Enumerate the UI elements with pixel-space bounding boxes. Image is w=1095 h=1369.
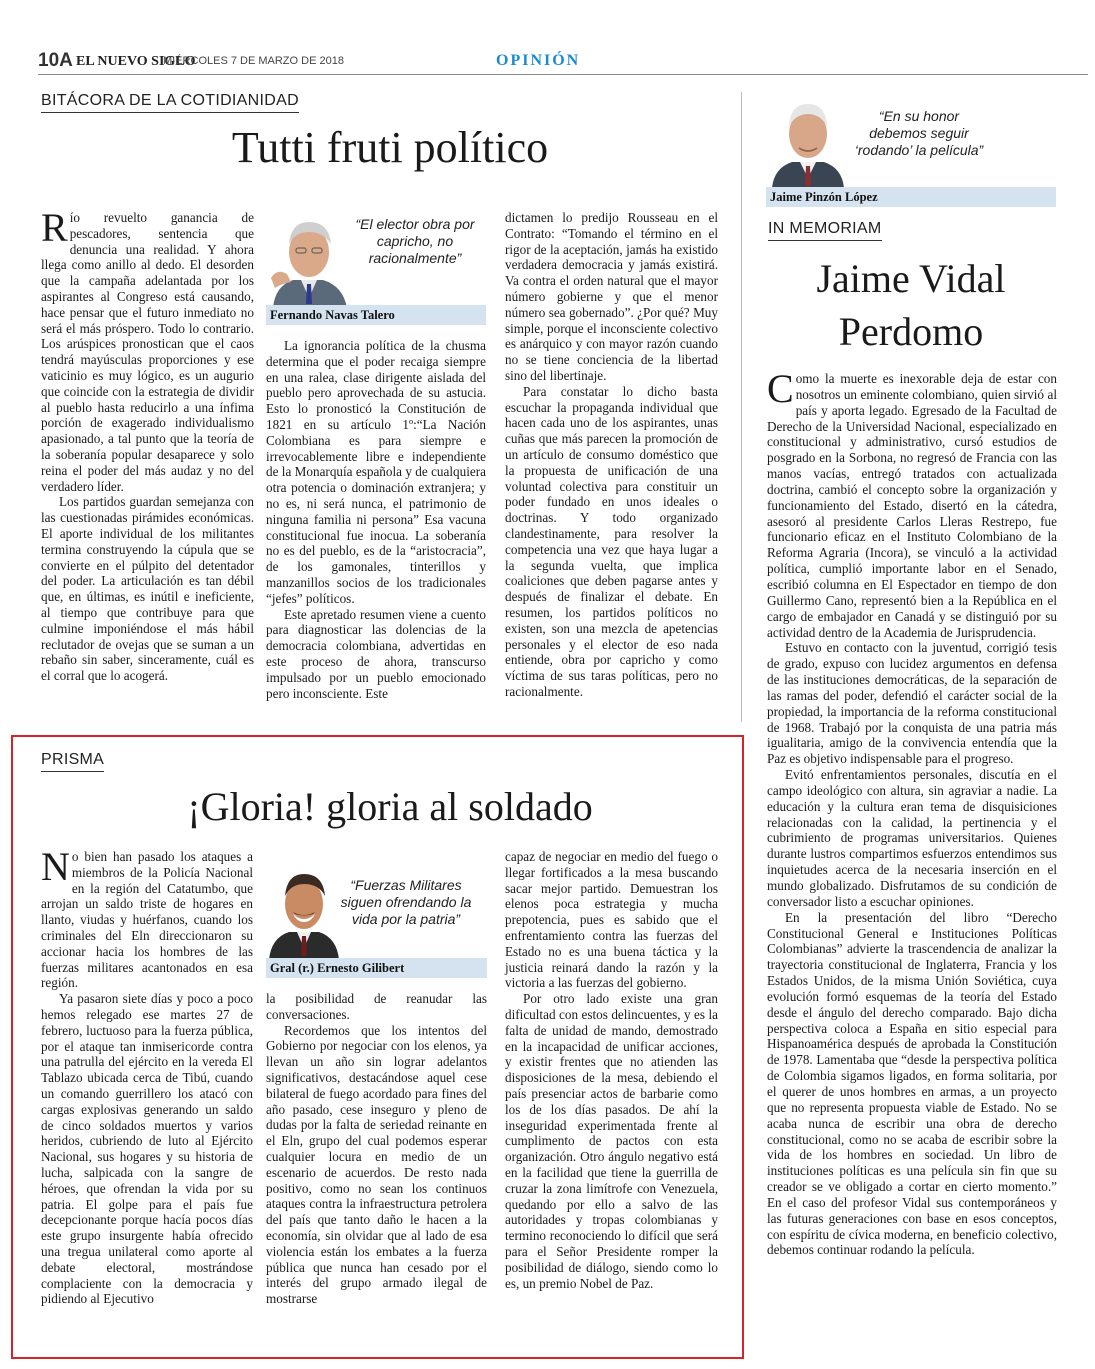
author-photo-pinzon — [768, 94, 848, 188]
article1-column-3 — [505, 210, 718, 700]
article3-kicker: IN MEMORIAM — [768, 220, 882, 241]
column-divider — [741, 92, 742, 722]
paragraph: la posibilidad de reanudar las conversaciones. — [266, 991, 487, 1022]
paragraph: Por otro lado existe una gran dificultad con estos delincuentes, y es la falta de unidad de mando, demostrado en la incapacidad de unificar acciones, y existir frentes que no atienden las disposiciones de la mesa, debiendo el país presenciar actos de barbarie como los de los días pasados. De ahí la inseguridad experimentada frente al cumplimento de pactos con esta organización. Otro ángulo negativo está en la facilidad que tiene la guerrilla de cruzar la zona limítrofe con Venezuela, quedando por ello a salvo de las autoridades y tropas colombianas y termino reconociendo lo difícil que será para el Señor Presidente romper la posibilidad de diálogo, siendo como lo es, un premio Nobel de Paz. — [505, 991, 718, 1291]
paragraph: Río revuelto ganancia de pescadores, sentencia que denuncia una realidad. Y ahora llega como anillo al dedo. El desorden que la campaña adelantada por los aspirantes al Congreso está causando, hace pensar que el futuro inmediato no será el más próspero. Todo lo contrario. Los arúspices pronostican que el caos tendrá mayúsculas proporciones y ese vaticinio es muy lógico, es un augurio que coincide con la estrategia de dividir al pueblo hasta reducirlo a una ínfima porción de exagerado individualismo apasionado, a tal punto que la teoría de la soberanía popular desaparece y solo reina el poder del más audaz y no del verdadero líder. — [41, 205, 254, 494]
paragraph: Estuvo en contacto con la juventud, corrigió tesis de grado, expuso con lucidez argumentos en defensa de las instituciones democráticas, de la separación de las ramas del poder, defendió el carácter social de la propiedad, la importancia de la reforma constitucional de 1968. Trabajó por la conquista de una patria más igualitaria, amigo de la convivencia entendía que la Paz es objetivo indispensable para el progreso. — [767, 640, 1057, 767]
paragraph: No bien han pasado los ataques a miembros de la Policía Nacional en la región del Catatumbo, que arrojan un saldo triste de hogares en llanto, viudas y huérfanos, cuando los criminales del Eln direccionaron su accionar hacia los hombres de las fuerzas militares acantonados en esa región. — [41, 844, 253, 991]
paragraph: En la presentación del libro “Derecho Constitucional General e Instituciones Políticas Colombianas” advierte la trascendencia de analizar la trayectoria constitucional de Inglaterra, Francia y los Estados Unidos, de la misma Unión Soviética, cuya evolución formó esquemas de la teoría del Estado desde el ángulo del derecho comparado. Bajo dicha perspectiva coloca a España en sitio especial para Hispanoamérica después de aprobada la Constitución de 1978. Lamentaba que “desde la perspectiva política de Colombia sigamos ligados, en forma solitaria, por el querer de unos hombres en armas, a un proyecto que no representa propuesta viable de Estado. No se acaba nunca de escribir una obra de derecho constitucional, como no se acaba de escribir sobre la vida de los hombres en sociedad. Un libro de instituciones políticas es una película sin fin que su creador se ve obligado a cortar en cierto momento.” En el caso del profesor Vidal sus contemporáneos y las futuras generaciones con base en esos conceptos, con espíritu de cívica moderna, en beneficio colectivo, debemos continuar rodando la película. — [767, 909, 1057, 1258]
article3-title-line-2: Perdomo — [838, 309, 984, 354]
paragraph: Recordemos que los intentos del Gobierno por negociar con los elenos, ya llevan un año sin lograr adelantos significativos, destacándose aquel cese bilateral de fuego acordado para fines del año pasado, cese inseguro y pleno de dudas por la falta de seriedad reinante en el Eln, grupo del cual podemos esperar cualquier locura en medio de un escenario de acuerdos. De resto nada positivo, como no sean los continuos ataques contra la infraestructura petrolera del país que tanto daño le hacen a la economía, sin olvidar que al lado de esa violencia están los embates a la fuerza pública que nunca han cesado por el interés del grupo armado ilegal de mostrarse — [266, 1022, 487, 1307]
article1-pull-quote: “El elector obra por capricho, no racionalmente” — [355, 216, 475, 266]
article2-byline: Gral (r.) Ernesto Gilibert — [266, 958, 487, 978]
paragraph: Este apretado resumen viene a cuento para diagnosticar las dolencias de la democracia colombiana, advertidas en este proceso de ahora, transcurso impulsado por un pueblo emocionado pero inconsciente. Este — [266, 606, 486, 701]
paragraph: La ignorancia política de la chusma determina que el poder recaiga siempre en una ralea, clase dirigente aislada del pueblo pero aprovechada de su astucia. Esto lo pronosticó la Constitución de 1821 en su artículo 1º:“La Nación Colombiana es para siempre e irrevocablemente libre e independiente de la Monarquía española y de cualquiera otra potencia o dominación extranjera; y no es, ni será nunca, el patrimonio de ninguna familia ni persona” Esa vacuna constitucional fue inocua. La soberanía no es del pueblo, es de la “aristocracia”, de los gamonales, tinterillos y manzanillos socios de los tradicionales “jefes” políticos. — [266, 338, 486, 606]
article1-byline: Fernando Navas Talero — [266, 305, 486, 325]
section-title: OPINIÓN — [496, 52, 581, 69]
article2-pull-quote: “Fuerzas Militares siguen ofrendando la vida por la patria” — [340, 877, 472, 927]
article1-kicker: BITÁCORA DE LA COTIDIANIDAD — [41, 92, 299, 113]
article2-kicker: PRISMA — [41, 751, 104, 772]
article3-body — [767, 366, 1057, 1258]
article3-title-line-1: Jaime Vidal — [816, 256, 1006, 301]
page-number: 10A — [38, 50, 73, 71]
article3-pull-quote: “En su honor debemos seguir ‘rodando’ la película” — [854, 108, 984, 158]
author-photo-navas — [265, 208, 351, 308]
article2-column-3 — [505, 849, 718, 1291]
article2-column-1 — [41, 844, 253, 1307]
article3-title — [766, 252, 1056, 358]
article2-title: ¡Gloria! gloria al soldado — [187, 784, 593, 829]
article1-column-1 — [41, 205, 254, 684]
paragraph: capaz de negociar en medio del fuego o llegar fortificados a la mesa buscando sacar mejor partido. Demuestran los elenos poca estrategia y mucha prepotencia, pues es sabido que el enfrentamiento contra las fuerzas del Estado no es una buena táctica y la justicia reinará dando la razón y la victoria a las fuerzas del gobierno. — [505, 849, 718, 991]
header-rule — [38, 74, 1088, 75]
paragraph: Ya pasaron siete días y poco a poco hemos relegado ese martes 27 de febrero, luctuoso para la fuerza pública, por el ataque tan inmisericorde contra una patrulla del ejército en la vereda El Tablazo ubicada cerca de Tibú, cuando un comando guerrillero los atacó con cargas explosivas generando un saldo de cinco soldados muertos y varios heridos, cubriendo de luto al Ejército Nacional, sus hogares y su historia de lucha, salpicada con la sangre de héroes, que ofrendan la vida por su patria. El golpe para el país fue decepcionante porque hacía pocos días este grupo insurgente había ofrecido una tregua unilateral como aporte al debate electoral, mostrándose complaciente con la democracia y pidiendo al Ejecutivo — [41, 991, 253, 1307]
paragraph: Como la muerte es inexorable deja de estar con nosotros un eminente colombiano, quien sirvió al país y aporta legado. Egresado de la Facultad de Derecho de la Universidad Nacional, especializado en constitucional y administrativo, cursó estudios de posgrado en la Sorbona, no regresó de Francia con las manos vacías, entregó tratados con actualizada doctrina, cambió el concepto sobre la organización y funcionamiento del Estado, disertó en la cátedra, asesoró al presidente Carlos Lleras Restrepo, fue funcionario eficaz en el Instituto Colombiano de la Reforma Agraria (Incora), se vinculó a la actividad política, cumplió importante labor en el Senado, escribió columna en El Espectador en tiempo de don Guillermo Cano, representó bien a la República en el cargo de embajador en Canadá y se distinguió por su actividad dentro de la Academia de Jurisprudencia. — [767, 366, 1057, 640]
article2-column-2 — [266, 991, 487, 1307]
paragraph: dictamen lo predijo Rousseau en el Contrato: “Tomando el término en el rigor de la aceptación, jamás ha existido verdadera democracia y jamás existirá. Va contra el orden natural que el mayor número gobierne y que el menor número sea gobernado”. ¿Por qué? Muy simple, porque el inconsciente colectivo es anárquico y con mayor razón cuando no se tiene conciencia de la libertad sino del libertinaje. — [505, 210, 718, 383]
article3-byline: Jaime Pinzón López — [766, 187, 1056, 207]
paragraph: Para constatar lo dicho basta escuchar la propaganda individual que hacen cada uno de los aspirantes, unas cuñas que más parecen la promoción de un artículo de consumo doméstico que la propuesta de unificación de una voluntad colectiva para constituir un poder fundado en unos ideales o doctrinas. Y todo organizado clandestinamente, para resolver la competencia una vez que haya lugar a la segunda vuelta, que implica coaliciones que deben pagarse antes y después de finalizar el debate. En resumen, los partidos políticos no existen, son una mezcla de apetencias personales y el elector de eso nada entiende, obra por capricho y como víctima de sus taras políticas, pero no racionalmente. — [505, 383, 718, 699]
issue-date: MIÉRCOLES 7 DE MARZO DE 2018 — [163, 55, 344, 67]
article1-title: Tutti fruti político — [231, 123, 549, 172]
paragraph: Evitó enfrentamientos personales, discutía en el campo ideológico con altura, sin agraviar a nadie. La educación y la cultura eran tema de disquisiciones relacionadas con la calidad, la pertinencia y el cubrimiento de programas universitarios. Quienes durante lustros compartimos esfuerzos entendimos sus inquietudes acerca de la necesaria inserción en el mundo globalizado. Disfrutamos de su condición de conversador listo a escuchar opiniones. — [767, 767, 1057, 909]
page-header — [38, 50, 1088, 72]
article1-column-2 — [266, 338, 486, 701]
paragraph: Los partidos guardan semejanza con las cuestionadas pirámides económicas. El aporte individual de los militantes termina construyendo la cúpula que se convierte en el púlpito del detentador del poder. La articulación es tan débil que, en últimas, es inútil e ineficiente, al tiempo que contribuye para que culmine imponiéndose el más hábil reclutador de ovejas que se suman a un rebaño sin saber, sinceramente, cuál es el corral que lo acogerá. — [41, 494, 254, 684]
paper-name: EL NUEVO SIGLO — [76, 54, 196, 69]
